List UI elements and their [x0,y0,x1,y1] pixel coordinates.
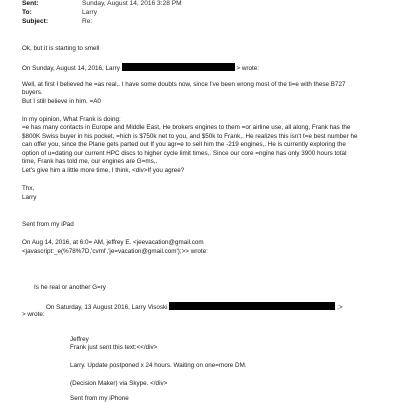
signature-line: Sent from my iPad [22,221,74,228]
body-line: Let's give him a little more time, I think, <div>If you agree? [22,167,185,174]
body-line: In my opinion, What Frank is doing: [22,116,121,123]
subject-label: Subject: [22,18,49,25]
body-line: Well, at first I believed he =as real,. I have some doubts now, since I've been wrong most of the ti=e with these B727 [22,81,346,88]
sent-value: Sunday, August 14, 2016 3:28 PM [82,0,182,7]
body-line: buyers. [22,89,43,96]
subject-value: Re: [82,18,93,25]
body-line: Larry. Update postponed x 24 hours. Waiting on one=more DM. [70,362,247,369]
body-line: But I still believe in him. =A0 [22,98,101,105]
body-line: $800K Swiss buyer in his pocket, =hich is $750k net to you, and $50k to Frank,. He realizes this isn't t=e best number he [22,133,358,140]
to-value: Larry [82,9,98,16]
sent-row [22,0,182,7]
sent-label: Sent: [22,0,39,7]
to-label: To: [22,9,32,16]
body-line: time, Frank has told me, our engines are G=ms,. [22,158,158,165]
subject-row [22,18,92,25]
body-line: can offer you, since the Plane gets parted out If you agr=e to sell him the -219 engines,. He is currently exploring the [22,141,346,148]
redaction-block [169,302,335,310]
signature-line: Sent from my iPhone [70,395,129,402]
body-line: Frank just sent this text:<</div> [70,344,158,351]
body-line: On Aug 14, 2016, at 6:0= AM, jeffrey E. <jeevacation@gmail.com [22,239,204,246]
body-line: (Decision Maker) via Skype. </div> [70,380,168,387]
quoted-attribution [46,302,343,311]
attribution-suffix: ;> [337,304,343,311]
body-line: option of u=dating our current HPC discs to higher cycle limit times,. Since our core =ngine has only 3900 hours total [22,150,347,157]
body-line: Larry [22,194,37,201]
body-line: Thx, [22,185,35,192]
body-line: > wrote: [22,311,45,318]
to-row [22,9,97,16]
body-line: =e has many contacts in Europe and Middle East, He brokers engines to them =or airline use, all along, Frank has the [22,124,351,131]
redaction-block [122,63,235,71]
quoted-attribution [22,63,259,72]
attribution-suffix: > wrote: [236,65,259,72]
body-line: Is he real or another G=ry [34,284,106,291]
attribution-text: On Saturday, 13 August 2016, Larry Visoski [46,304,168,311]
attribution-text: On Sunday, August 14, 2016, Larry [22,65,120,72]
body-line: Jeffrey [70,336,89,343]
body-line: Ok, but it is starting to smell [22,45,100,52]
body-line: <javascript:_e(%78%7D,'cvml','je=vacation@gmail.com');>> wrote: [22,248,208,255]
